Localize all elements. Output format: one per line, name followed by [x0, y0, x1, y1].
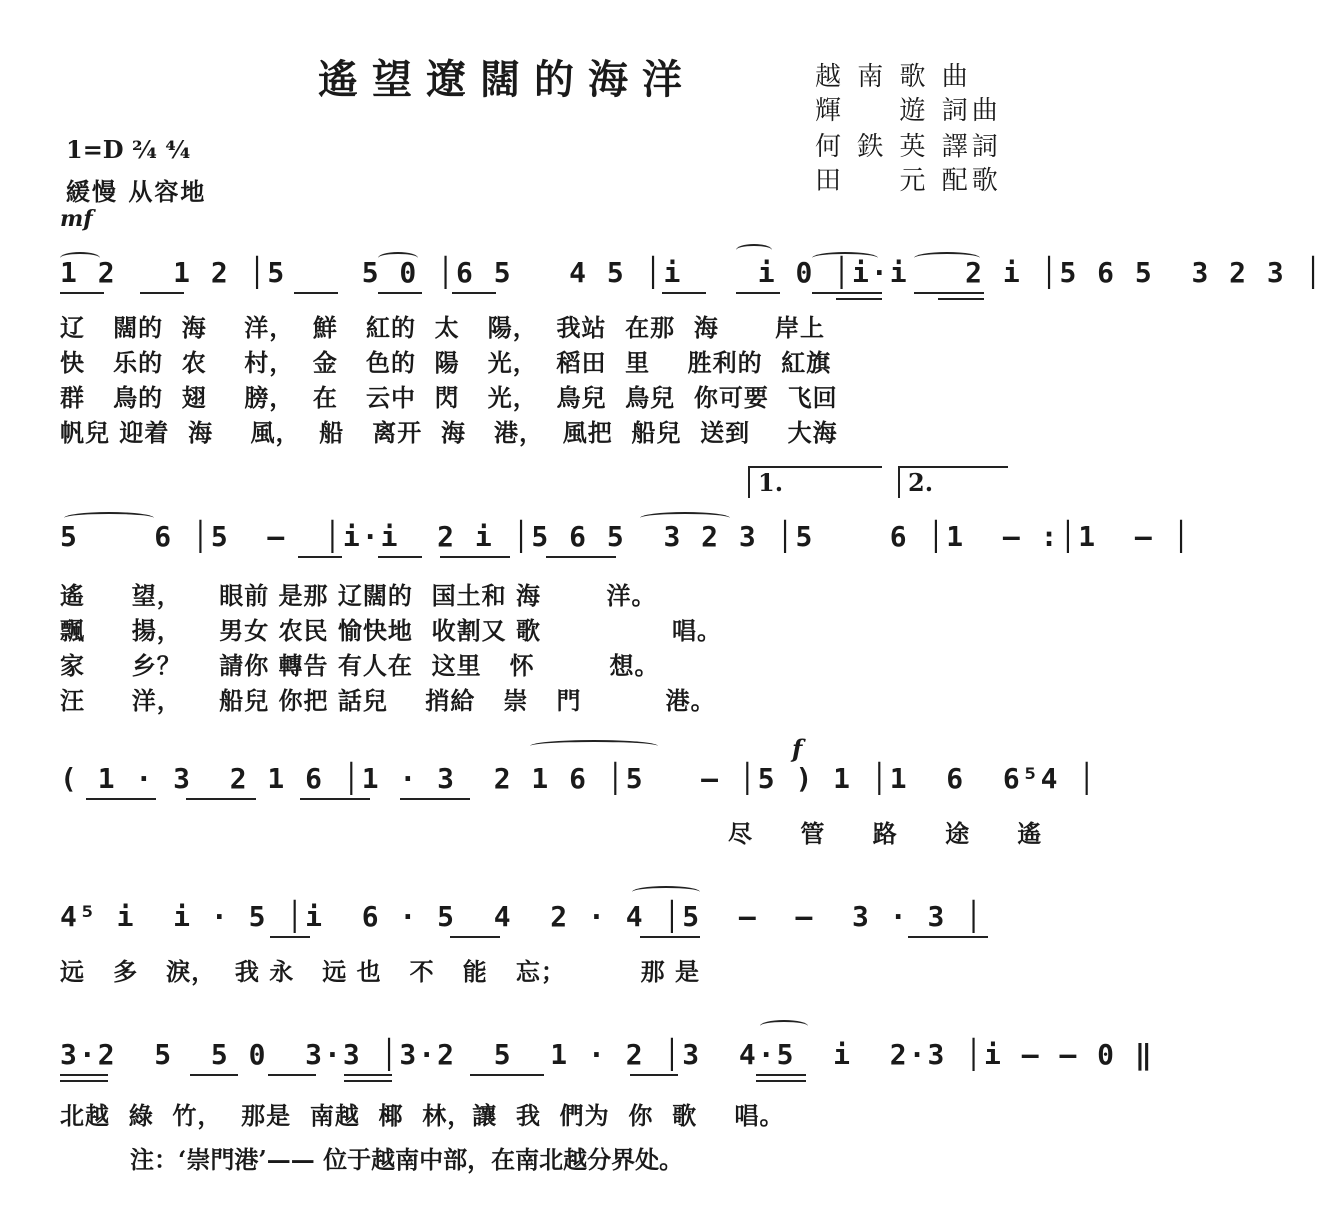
- beam-line: [400, 798, 470, 800]
- lyric-verse-1: 辽 闊的 海 洋， 鮮 紅的 太 陽， 我站 在那 海 岸上: [60, 313, 826, 342]
- footnote: 注：‘崇門港’—— 位于越南中部，在南北越分界处。: [130, 1145, 684, 1174]
- notation-line: 1 2 1 2 │5 5 0 │6 5 4 5 │i i 0 │i·i 2 i │5 6 5 3 2 3 │: [60, 256, 1323, 289]
- beam-line: [300, 798, 370, 800]
- beam-line: [60, 1080, 108, 1082]
- volta-first-ending: 1.: [748, 466, 882, 498]
- beam-line: [140, 292, 184, 294]
- beam-line: [914, 292, 984, 294]
- volta-second-ending: 2.: [898, 466, 1008, 498]
- lyric-verse-1: 遙 望， 眼前 是那 辽闊的 国土和 海 洋。: [60, 581, 657, 610]
- beam-line: [268, 1074, 316, 1076]
- beam-line: [86, 798, 156, 800]
- beam-line: [60, 1074, 108, 1076]
- lyric-verse-1: 尽 管 路 途 遙: [728, 819, 1062, 848]
- beam-line: [344, 1074, 392, 1076]
- beam-line: [938, 298, 984, 300]
- slur: [530, 740, 658, 752]
- credit-line-4: 田 元 配歌: [815, 166, 1002, 196]
- beam-line: [440, 556, 510, 558]
- notation-line: 4⁵ i i · 5 │i 6 · 5 4 2 · 4 │5 — — 3 · 3 │: [60, 900, 985, 933]
- music-row-2: [0, 460, 1192, 715]
- lyric-verse-1: 远 多 淚， 我 永 远 也 不 能 忘； 那 是: [60, 957, 701, 986]
- lyric-verse-3: 群 鳥的 翅 膀， 在 云中 閃 光， 鳥兒 鳥兒 你可要 飞回: [60, 383, 838, 412]
- beam-line: [450, 936, 500, 938]
- music-row-4: [0, 872, 1074, 992]
- beam-line: [836, 298, 882, 300]
- tempo-marking: 緩慢 从容地: [66, 177, 207, 206]
- notation-line: ( 1 · 3 2 1 6 │1 · 3 2 1 6 │5 — │5 ) 1 │1 6 6⁵4 │: [60, 762, 1098, 795]
- lyric-verse-4: 汪 洋， 船兒 你把 話兒 捎給 崇 門 港。: [60, 686, 716, 715]
- beam-line: [736, 292, 780, 294]
- slur: [632, 886, 700, 898]
- beam-line: [756, 1080, 806, 1082]
- key-signature: 1=D ²⁄₄ ⁴⁄₄: [66, 135, 191, 164]
- beam-line: [546, 556, 616, 558]
- lyric-verse-2: 飄 揚， 男女 农民 愉快地 收割又 歌 唱。: [60, 616, 722, 645]
- music-row-1: [0, 240, 1323, 450]
- beam-line: [908, 936, 988, 938]
- music-row-5: [0, 1010, 1154, 1130]
- beam-line: [298, 556, 342, 558]
- beam-line: [812, 292, 882, 294]
- forte-marking: f: [792, 734, 803, 763]
- beam-line: [756, 1074, 806, 1076]
- music-row-3: [0, 730, 1098, 850]
- beam-line: [186, 798, 256, 800]
- beam-line: [470, 1074, 544, 1076]
- notation-line: 5 6 │5 — │i·i 2 i │5 6 5 3 2 3 │5 6 │1 — :│1 — │: [60, 520, 1192, 553]
- beam-line: [630, 1074, 678, 1076]
- beam-line: [270, 936, 310, 938]
- credit-line-2: 輝 遊 詞曲: [815, 96, 1002, 126]
- beam-line: [662, 292, 706, 294]
- beam-line: [378, 292, 422, 294]
- beam-line: [344, 1080, 392, 1082]
- credit-line-3: 何 鉄 英 譯詞: [815, 132, 1002, 162]
- lyric-verse-4: 帆兒 迎着 海 風， 船 离开 海 港， 風把 船兒 送到 大海: [60, 418, 838, 447]
- slur: [760, 1020, 808, 1032]
- notation-line: 3·2 5 5 0 3·3 │3·2 5 1 · 2 │3 4·5 i 2·3 │i — — 0 ‖: [60, 1038, 1154, 1071]
- beam-line: [452, 292, 496, 294]
- beam-line: [190, 1074, 238, 1076]
- slur: [736, 244, 772, 256]
- beam-line: [60, 292, 104, 294]
- song-title: 遙望遼闊的海洋: [318, 56, 696, 103]
- beam-line: [378, 556, 422, 558]
- beam-line: [294, 292, 338, 294]
- beam-line: [640, 936, 700, 938]
- credit-line-1: 越 南 歌 曲: [815, 62, 972, 92]
- lyric-verse-1: 北越 綠 竹， 那是 南越 椰 林，讓 我 們为 你 歌 唱。: [60, 1101, 785, 1130]
- lyric-verse-3: 家 乡？ 請你 轉告 有人在 这里 怀 想。: [60, 651, 660, 680]
- dynamic-marking: mf: [60, 206, 93, 232]
- lyric-verse-2: 快 乐的 农 村， 金 色的 陽 光， 稻田 里 胜利的 紅旗: [60, 348, 832, 377]
